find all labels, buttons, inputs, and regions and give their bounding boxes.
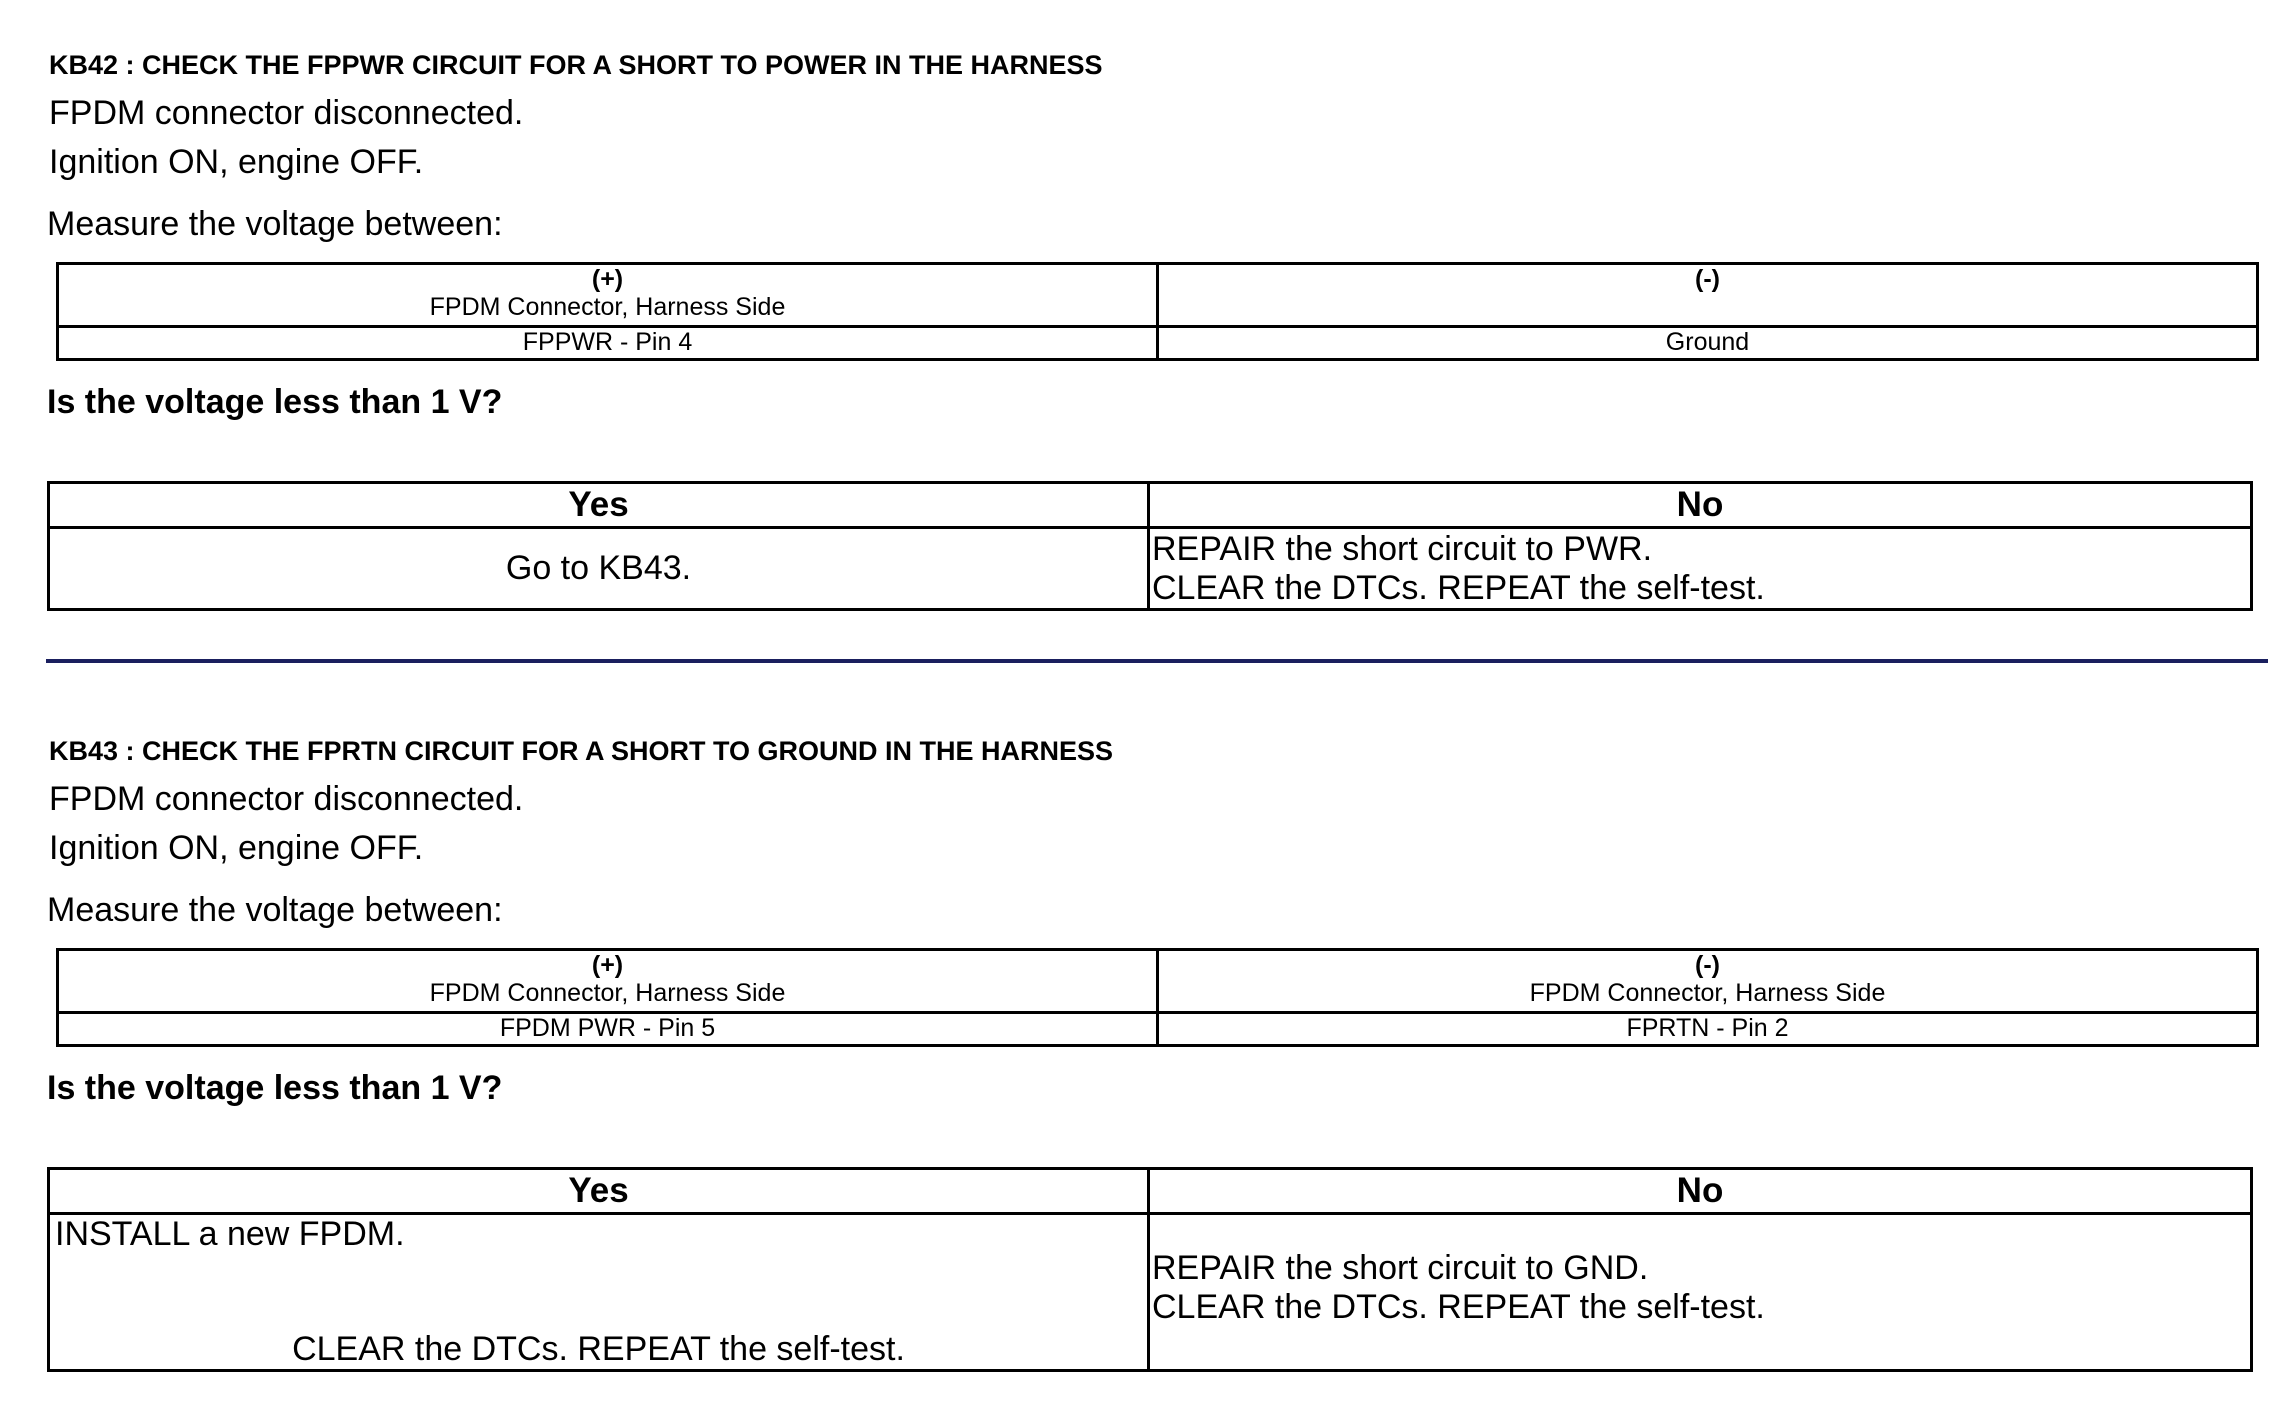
minus-pin: Ground — [1158, 327, 2258, 360]
yes-action — [49, 1214, 1149, 1371]
yes-no-table-kb42 — [47, 481, 2253, 611]
minus-symbol: (-) — [1695, 265, 1720, 293]
step-heading-kb43: KB43 : CHECK THE FPRTN CIRCUIT FOR A SHORT TO GROUND IN THE HARNESS — [49, 736, 1114, 766]
plus-terminal-cell — [58, 950, 1158, 1013]
no-header: No — [1149, 483, 2252, 528]
minus-terminal-cell — [1158, 950, 2258, 1013]
no-action — [1149, 1214, 2252, 1371]
yes-action-line: CLEAR the DTCs. REPEAT the self-test. — [292, 1330, 905, 1368]
yes-header: Yes — [49, 1169, 1149, 1214]
yes-no-table-kb43 — [47, 1167, 2253, 1372]
section-divider — [46, 659, 2268, 663]
condition-ignition: Ignition ON, engine OFF. — [49, 143, 424, 181]
plus-pin: FPDM PWR - Pin 5 — [58, 1013, 1158, 1046]
question-kb42: Is the voltage less than 1 V? — [47, 383, 503, 421]
no-action-line: CLEAR the DTCs. REPEAT the self-test. — [1152, 1288, 1765, 1326]
measure-label: Measure the voltage between: — [47, 891, 503, 929]
measure-label: Measure the voltage between: — [47, 205, 503, 243]
minus-location: FPDM Connector, Harness Side — [1529, 979, 1886, 1007]
plus-symbol: (+) — [591, 951, 624, 979]
measurement-table-kb42 — [56, 262, 2259, 361]
measurement-table-kb43 — [56, 948, 2259, 1047]
no-header: No — [1149, 1169, 2252, 1214]
condition-connector: FPDM connector disconnected. — [49, 94, 524, 132]
yes-header: Yes — [49, 483, 1149, 528]
plus-pin: FPPWR - Pin 4 — [58, 327, 1158, 360]
condition-connector: FPDM connector disconnected. — [49, 780, 524, 818]
yes-action-line: Go to KB43. — [505, 549, 692, 587]
minus-pin: FPRTN - Pin 2 — [1158, 1013, 2258, 1046]
yes-action — [49, 528, 1149, 610]
plus-symbol: (+) — [591, 265, 624, 293]
minus-terminal-cell — [1158, 264, 2258, 327]
question-kb43: Is the voltage less than 1 V? — [47, 1069, 503, 1107]
plus-terminal-cell — [58, 264, 1158, 327]
no-action-line: REPAIR the short circuit to PWR. — [1152, 529, 1653, 568]
step-heading-kb42: KB42 : CHECK THE FPPWR CIRCUIT FOR A SHORT TO POWER IN THE HARNESS — [49, 50, 1103, 80]
plus-location: FPDM Connector, Harness Side — [429, 293, 786, 321]
yes-action-line: INSTALL a new FPDM. — [55, 1215, 405, 1253]
no-action-line: CLEAR the DTCs. REPEAT the self-test. — [1152, 568, 1765, 607]
plus-location: FPDM Connector, Harness Side — [429, 979, 786, 1007]
minus-symbol: (-) — [1695, 951, 1720, 979]
no-action-line: REPAIR the short circuit to GND. — [1152, 1249, 1649, 1287]
no-action — [1149, 528, 2252, 610]
condition-ignition: Ignition ON, engine OFF. — [49, 829, 424, 867]
